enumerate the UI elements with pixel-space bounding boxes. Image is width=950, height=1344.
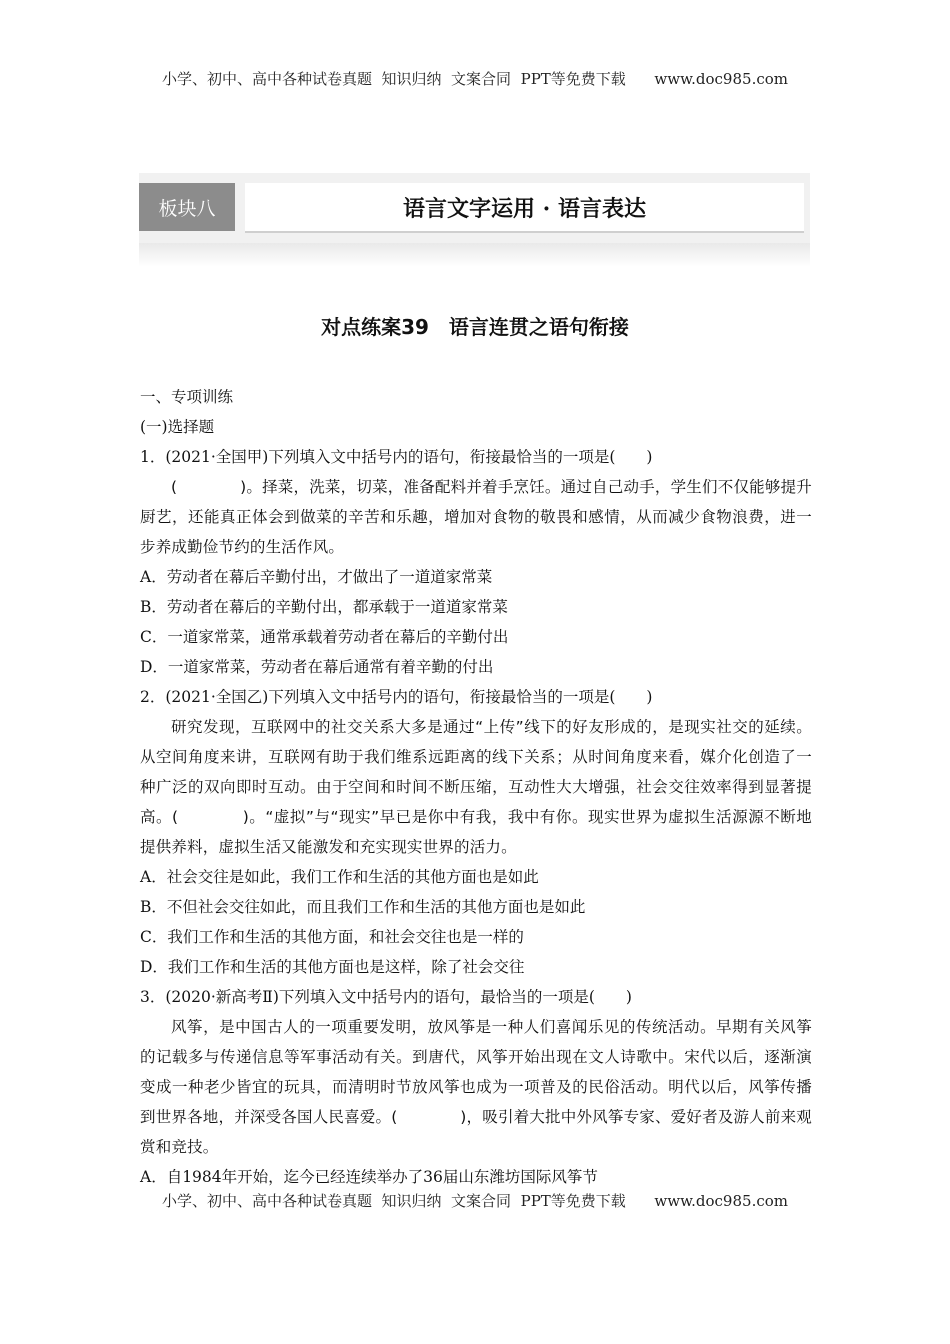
question-2-passage: 研究发现，互联网中的社交关系大多是通过“上传”线下的好友形成的，是现实社交的延续。从空间角度来讲，互联网有助于我们维系远距离的线下关系；从时间角度来看，媒介化创造了一种广泛的双向即时互动。由于空间和时间不断压缩，互动性大大增强，社会交往效率得到显著提高。( )。“虚拟”与“现实”早已是你中有我，我中有你。现实世界为虚拟生活源源不断地提供养料，虚拟生活又能激发和充实现实世界的活力。	[140, 718, 812, 856]
page-header-banner: 小学、初中、高中各种试卷真题 知识归纳 文案合同 PPT等免费下载 www.doc985.com	[161, 70, 788, 88]
banner-shadow	[139, 243, 810, 267]
question-3-stem: 3．(2020·新高考Ⅱ)下列填入文中括号内的语句，最恰当的一项是( )	[140, 988, 632, 1006]
question-2-option-b: B．不但社会交往如此，而且我们工作和生活的其他方面也是如此	[140, 898, 586, 916]
exercise-title: 对点练案39 语言连贯之语句衔接	[321, 315, 629, 339]
question-3-passage: 风筝，是中国古人的一项重要发明，放风筝是一种人们喜闻乐见的传统活动。早期有关风筝的记载多与传递信息等军事活动有关。到唐代，风筝开始出现在文人诗歌中。宋代以后，逐渐演变成一种老少皆宜的玩具，而清明时节放风筝也成为一项普及的民俗活动。明代以后，风筝传播到世界各地，并深受各国人民喜爱。( )，吸引着大批中外风筝专家、爱好者及游人前来观赏和竞技。	[140, 1018, 812, 1156]
section-label: 板块八	[139, 183, 235, 231]
question-1-passage: ( )。择菜，洗菜，切菜，准备配料并着手烹饪。通过自己动手，学生们不仅能够提升厨艺，还能真正体会到做菜的辛苦和乐趣，增加对食物的敬畏和感情，从而减少食物浪费，进一步养成勤俭节约的生活作风。	[140, 478, 812, 556]
section-title: 语言文字运用 · 语言表达	[245, 183, 804, 233]
question-1-option-c: C．一道家常菜，通常承载着劳动者在幕后的辛勤付出	[140, 628, 509, 646]
question-1-option-d: D．一道家常菜，劳动者在幕后通常有着辛勤的付出	[140, 658, 494, 676]
question-2-option-a: A．社会交往是如此，我们工作和生活的其他方面也是如此	[140, 868, 539, 886]
section-banner	[139, 173, 810, 243]
section-heading: 一、专项训练	[140, 388, 234, 406]
page-footer-banner: 小学、初中、高中各种试卷真题 知识归纳 文案合同 PPT等免费下载 www.doc985.com	[161, 1192, 788, 1210]
question-3-option-a: A．自1984年开始，迄今已经连续举办了36届山东潍坊国际风筝节	[140, 1168, 598, 1186]
question-2-option-d: D．我们工作和生活的其他方面也是这样，除了社会交往	[140, 958, 525, 976]
question-1-stem: 1．(2021·全国甲)下列填入文中括号内的语句，衔接最恰当的一项是( )	[140, 448, 653, 466]
question-2-option-c: C．我们工作和生活的其他方面，和社会交往也是一样的	[140, 928, 524, 946]
question-1-option-a: A．劳动者在幕后辛勤付出，才做出了一道道家常菜	[140, 568, 493, 586]
exercise-content	[140, 382, 812, 1192]
question-2-stem: 2．(2021·全国乙)下列填入文中括号内的语句，衔接最恰当的一项是( )	[140, 688, 653, 706]
question-1-option-b: B．劳动者在幕后的辛勤付出，都承载于一道道家常菜	[140, 598, 508, 616]
subsection-heading: (一)选择题	[140, 418, 215, 436]
